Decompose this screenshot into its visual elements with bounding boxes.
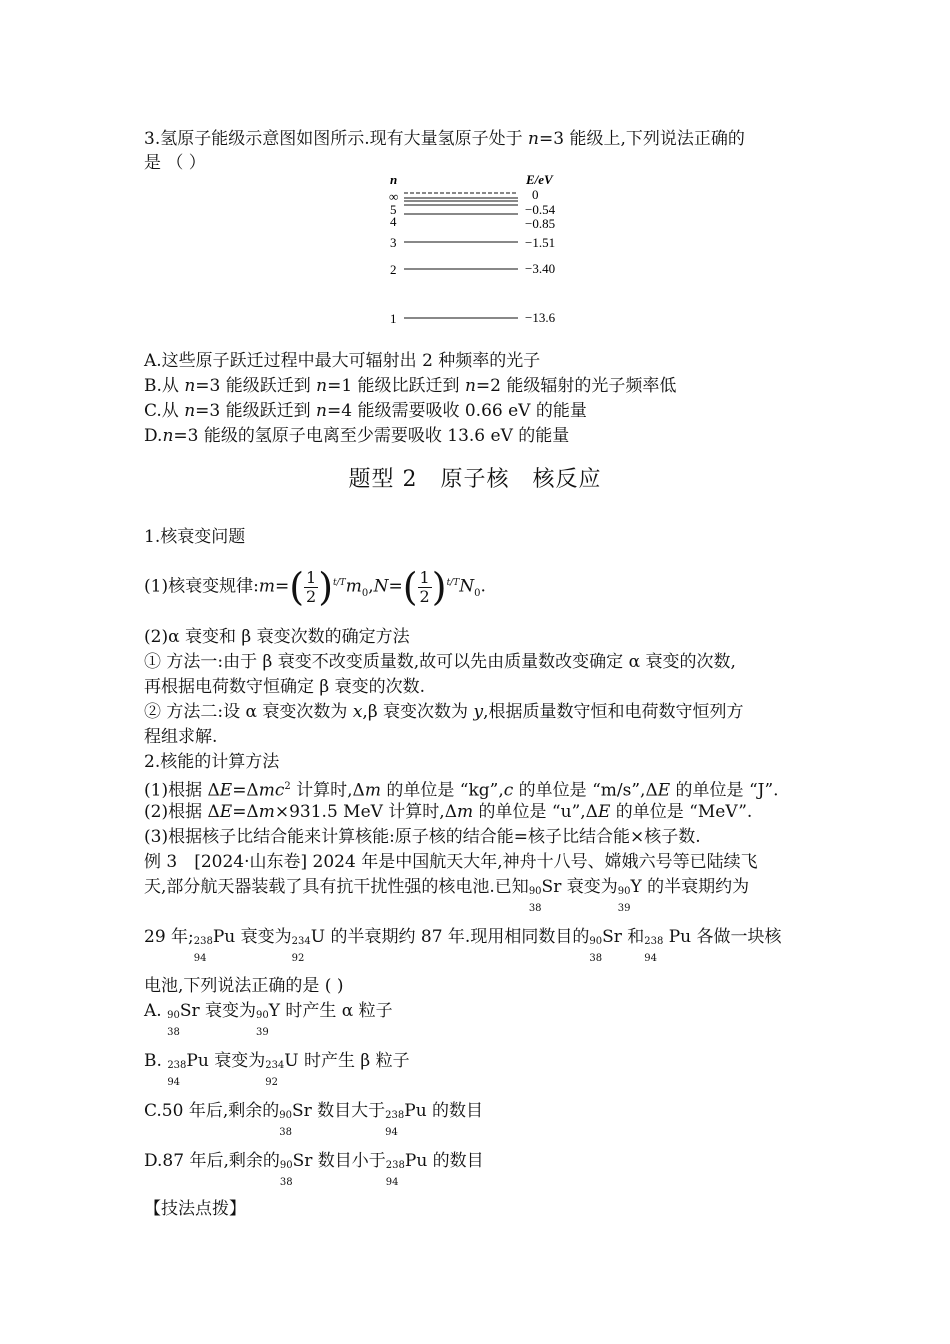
level-n-5: 5 <box>390 202 397 217</box>
method-one-line2: 再根据电荷数守恒确定 β 衰变的次数. <box>144 677 426 697</box>
level-n-inf: ∞ <box>389 189 399 204</box>
nuclide-u234: 234 92 <box>291 936 311 964</box>
level-n-2: 2 <box>390 262 397 277</box>
nuclide-pu238: 238 94 <box>167 1060 187 1088</box>
nuclide-sr90: 90 38 <box>279 1160 293 1188</box>
example-3-line4: 电池,下列说法正确的是 ( ) <box>144 976 344 996</box>
nuclide-sr90: 90 38 <box>589 936 603 964</box>
example-3-line1: 例 3 [2024·山东卷] 2024 年是中国航天大年,神舟十八号、嫦娥六号等已陆续飞 <box>144 852 758 872</box>
nuclide-pu238: 238 94 <box>385 1160 405 1188</box>
level-e-1: −13.6 <box>525 310 556 325</box>
example-3-option-d: D.87 年后,剩余的90 38 Sr 数目小于238 94 Pu 的数目 <box>144 1151 484 1188</box>
fraction-one-half-2: $\frac{1}{2}$ <box>419 567 430 606</box>
nuclide-y90: 90 39 <box>256 1010 269 1038</box>
method-two-line2: 程组求解. <box>144 727 218 747</box>
diagram-n-header: n <box>390 172 398 187</box>
method-two-line1: ② 方法二:设 α 衰变次数为 x,β 衰变次数为 y,根据质量数守恒和电荷数守恒列方 <box>144 702 744 722</box>
level-e-2: −3.40 <box>525 261 556 276</box>
level-e-5: −0.54 <box>525 202 556 217</box>
nuclide-pu238: 238 94 <box>644 936 664 964</box>
nuclide-sr90: 90 38 <box>279 1110 292 1138</box>
section-title: 题型 2 原子核 核反应 <box>348 467 602 492</box>
level-n-3: 3 <box>390 235 397 250</box>
energy-method-3: (3)根据核子比结合能来计算核能:原子核的结合能=核子比结合能×核子数. <box>144 827 701 847</box>
energy-method-1: (1)根据 ΔE=Δmc$^2$ 计算时,Δm 的单位是 “kg”,c 的单位是 “m/s”,ΔE 的单位是 “J”. <box>144 780 779 801</box>
level-n-1: 1 <box>390 311 397 326</box>
q3-option-b: B.从 n=3 能级跃迁到 n=1 能级比跃迁到 n=2 能级辐射的光子频率低 <box>144 376 677 396</box>
nuclear-energy-heading: 2.核能的计算方法 <box>144 752 280 772</box>
nuclide-pu238: 238 94 <box>193 936 213 964</box>
energy-level-diagram <box>380 168 580 328</box>
decay-law: (1)核衰变规律:m=( $\frac{1}{2}$ )$^{t/T}m_0,N=$( $\frac{1}{2}$ )$^{t/T}N_0$. <box>144 565 486 610</box>
energy-method-2: (2)根据 ΔE=Δm×931.5 MeV 计算时,Δm 的单位是 “u”,ΔE 的单位是 “MeV”. <box>144 802 753 822</box>
example-3-option-a: A. 90 38 Sr 衰变为90 39 Y 时产生 α 粒子 <box>144 1001 393 1038</box>
method-one-line1: ① 方法一:由于 β 衰变不改变质量数,故可以先由质量数改变确定 α 衰变的次数, <box>144 652 736 672</box>
level-e-4: −0.85 <box>525 216 556 231</box>
decay-problem-heading: 1.核衰变问题 <box>144 527 246 547</box>
diagram-e-header: E/eV <box>526 172 553 187</box>
level-e-inf: 0 <box>532 187 539 202</box>
nuclide-pu238: 238 94 <box>385 1110 405 1138</box>
level-e-3: −1.51 <box>525 235 556 250</box>
q3-option-d: D.n=3 能级的氢原子电离至少需要吸收 13.6 eV 的能量 <box>144 426 570 446</box>
q3-stem-line2: 是 （ ） <box>144 153 206 173</box>
fraction-one-half: $\frac{1}{2}$ <box>306 567 317 606</box>
example-3-option-b: B. 238 94 Pu 衰变为234 92 U 时产生 β 粒子 <box>144 1051 410 1088</box>
nuclide-sr90: 90 38 <box>167 1010 180 1038</box>
tips-heading: 【技法点拨】 <box>144 1199 246 1219</box>
example-3-line2: 天,部分航天器装载了具有抗干扰性强的核电池.已知90 38 Sr 衰变为90 39 Y 的半衰期约为 <box>144 877 750 914</box>
nuclide-u234: 234 92 <box>265 1060 285 1088</box>
nuclide-sr90: 90 38 <box>528 886 542 914</box>
q3-option-c: C.从 n=3 能级跃迁到 n=4 能级需要吸收 0.66 eV 的能量 <box>144 401 587 421</box>
example-3-option-c: C.50 年后,剩余的90 38 Sr 数目大于238 94 Pu 的数目 <box>144 1101 484 1138</box>
q3-option-a: A.这些原子跃迁过程中最大可辐射出 2 种频率的光子 <box>144 351 541 371</box>
nuclide-y90: 90 39 <box>617 886 631 914</box>
example-3-line3: 29 年;238 94 Pu 衰变为234 92 U 的半衰期约 87 年.现用相同数目的90 38 Sr 和238 94 Pu 各做一块核 <box>144 927 782 964</box>
level-n-4: 4 <box>390 214 397 229</box>
alpha-beta-method-heading: (2)α 衰变和 β 衰变次数的确定方法 <box>144 627 410 647</box>
q3-stem-line1: 3.氢原子能级示意图如图所示.现有大量氢原子处于 n=3 能级上,下列说法正确的 <box>144 129 745 149</box>
